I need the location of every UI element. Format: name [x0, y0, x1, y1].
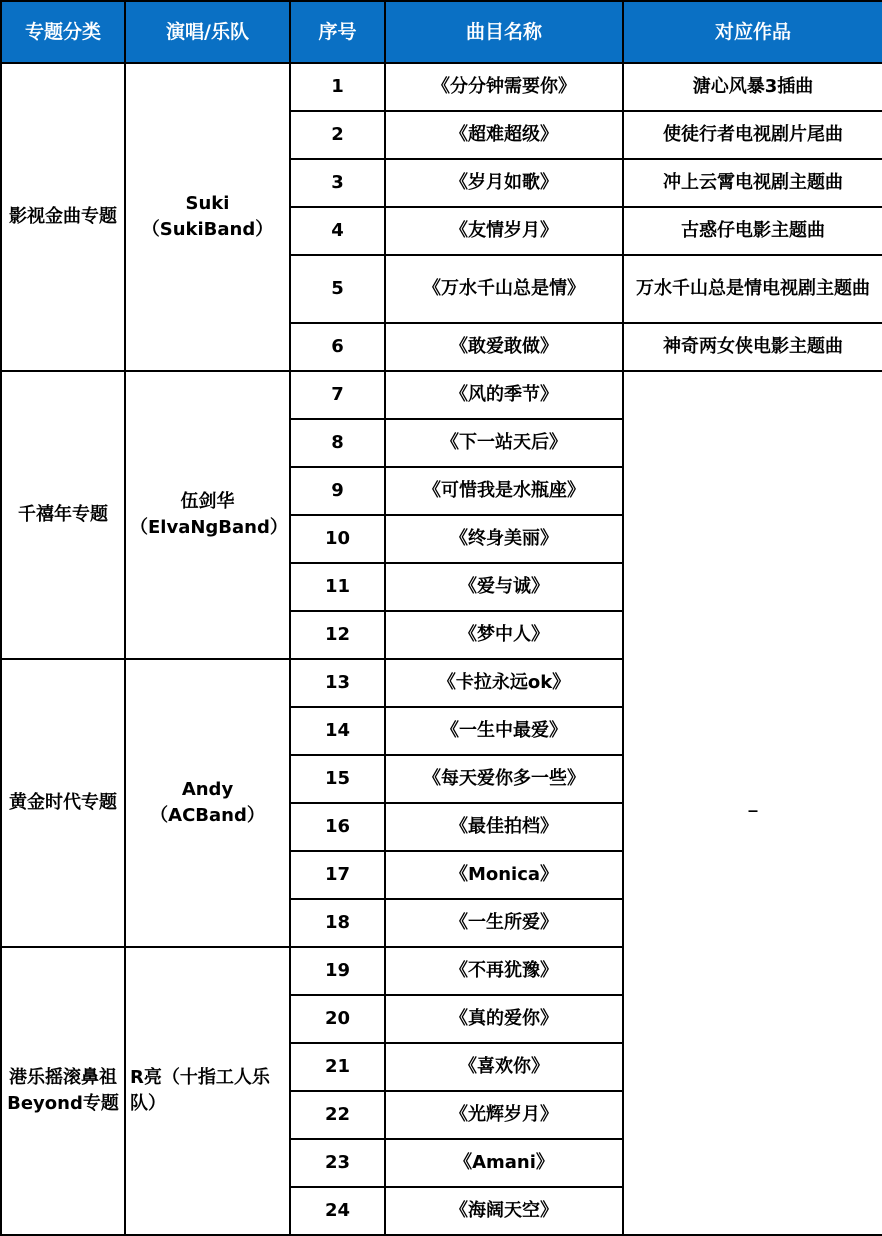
number-cell: 14 — [290, 707, 385, 755]
artist-cell — [125, 371, 290, 659]
number-cell: 9 — [290, 467, 385, 515]
number-cell: 19 — [290, 947, 385, 995]
category-cell: 影视金曲专题 — [1, 63, 125, 371]
work-cell: 万水千山总是情电视剧主题曲 — [623, 255, 882, 323]
work-cell: 古惑仔电影主题曲 — [623, 207, 882, 255]
title-cell: 《真的爱你》 — [385, 995, 623, 1043]
number-cell: 11 — [290, 563, 385, 611]
number-cell: 1 — [290, 63, 385, 111]
title-cell: 《终身美丽》 — [385, 515, 623, 563]
number-cell: 16 — [290, 803, 385, 851]
work-cell: 神奇两女侠电影主题曲 — [623, 323, 882, 371]
number-cell: 17 — [290, 851, 385, 899]
title-cell: 《可惜我是水瓶座》 — [385, 467, 623, 515]
title-cell: 《敢爱敢做》 — [385, 323, 623, 371]
title-cell: 《Amani》 — [385, 1139, 623, 1187]
number-cell: 10 — [290, 515, 385, 563]
artist-name: Suki — [185, 193, 230, 214]
number-cell: 3 — [290, 159, 385, 207]
title-cell: 《光辉岁月》 — [385, 1091, 623, 1139]
number-cell: 20 — [290, 995, 385, 1043]
work-cell: 使徒行者电视剧片尾曲 — [623, 111, 882, 159]
header-title: 曲目名称 — [385, 1, 623, 63]
title-cell: 《Monica》 — [385, 851, 623, 899]
number-cell: 15 — [290, 755, 385, 803]
header-category: 专题分类 — [1, 1, 125, 63]
table-row — [1, 63, 882, 111]
header-number: 序号 — [290, 1, 385, 63]
title-cell: 《超难超级》 — [385, 111, 623, 159]
number-cell: 4 — [290, 207, 385, 255]
title-cell: 《梦中人》 — [385, 611, 623, 659]
number-cell: 12 — [290, 611, 385, 659]
title-cell: 《岁月如歌》 — [385, 159, 623, 207]
artist-name: Andy — [181, 779, 234, 800]
number-cell: 22 — [290, 1091, 385, 1139]
title-cell: 《喜欢你》 — [385, 1043, 623, 1091]
work-cell: 溏心风暴3插曲 — [623, 63, 882, 111]
category-cell: 黄金时代专题 — [1, 659, 125, 947]
title-cell: 《下一站天后》 — [385, 419, 623, 467]
artist-band: （ACBand） — [150, 805, 265, 826]
number-cell: 6 — [290, 323, 385, 371]
title-cell: 《风的季节》 — [385, 371, 623, 419]
category-cell: 港乐摇滚鼻祖Beyond专题 — [1, 947, 125, 1235]
title-cell: 《友情岁月》 — [385, 207, 623, 255]
number-cell: 18 — [290, 899, 385, 947]
title-cell: 《一生所爱》 — [385, 899, 623, 947]
artist-band: （ElvaNgBand） — [130, 517, 288, 538]
number-cell: 23 — [290, 1139, 385, 1187]
title-cell: 《每天爱你多一些》 — [385, 755, 623, 803]
artist-band: （SukiBand） — [141, 219, 274, 240]
number-cell: 2 — [290, 111, 385, 159]
title-cell: 《不再犹豫》 — [385, 947, 623, 995]
title-cell: 《分分钟需要你》 — [385, 63, 623, 111]
number-cell: 13 — [290, 659, 385, 707]
number-cell: 8 — [290, 419, 385, 467]
title-cell: 《万水千山总是情》 — [385, 255, 623, 323]
title-cell: 《海阔天空》 — [385, 1187, 623, 1235]
header-artist: 演唱/乐队 — [125, 1, 290, 63]
artist-cell — [125, 947, 290, 1235]
title-cell: 《卡拉永远ok》 — [385, 659, 623, 707]
title-cell: 《最佳拍档》 — [385, 803, 623, 851]
artist-name: R亮（十指工人乐队） — [130, 1067, 270, 1114]
title-cell: 《一生中最爱》 — [385, 707, 623, 755]
table-row — [1, 371, 882, 419]
artist-name: 伍剑华 — [180, 491, 235, 512]
title-cell: 《爱与诚》 — [385, 563, 623, 611]
category-cell: 千禧年专题 — [1, 371, 125, 659]
work-cell: 冲上云霄电视剧主题曲 — [623, 159, 882, 207]
number-cell: 21 — [290, 1043, 385, 1091]
number-cell: 24 — [290, 1187, 385, 1235]
number-cell: 7 — [290, 371, 385, 419]
header-row — [1, 1, 882, 63]
artist-cell — [125, 63, 290, 371]
header-work: 对应作品 — [623, 1, 882, 63]
artist-cell — [125, 659, 290, 947]
number-cell: 5 — [290, 255, 385, 323]
work-merged-cell: _ — [623, 371, 882, 1235]
